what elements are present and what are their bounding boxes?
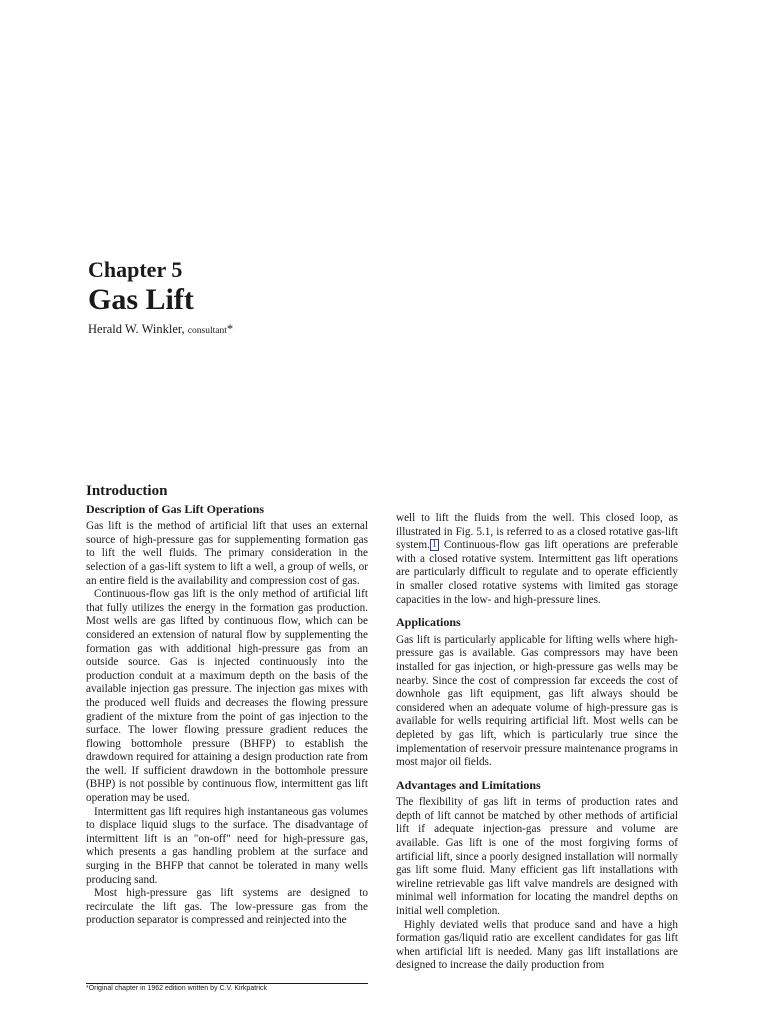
author-footnote-mark: * — [226, 322, 234, 336]
paragraph: Continuous-flow gas lift is the only method of artificial lift that fully utilizes the energy in the formation gas production. Most wells are gas lifted by continuous flow, which can be considered an extension of natural flow by supplementing the formation gas with additional high-pressure gas from an outside source. Gas is injected continuously into the production conduit at a maximum depth on the basis of the available injection gas pressure. The injection gas mixes with the produced well fluids and decreases the flowing pressure gradient of the mixture from the point of gas injection to the surface. The lower flowing pressure gradient reduces the flowing bottomhole pressure (BHFP) to establish the drawdown required for attaining a design production rate from the well. If sufficient drawdown in the bottomhole pressure (BHP) is not possible by continuous flow, intermittent gas lift operation may be used. — [86, 588, 368, 805]
section-heading-introduction: Introduction — [86, 483, 168, 499]
left-column — [86, 485, 368, 928]
subheading-advantages: Advantages and Limitations — [396, 777, 541, 792]
author-name: Herald W. Winkler, — [88, 322, 185, 336]
continuation-text: well to lift the fluids from the well. This closed loop, as illustrated in Fig. 5.1, is referred to as a closed rotative gas-lift system. — [396, 512, 678, 552]
chapter-label: Chapter 5 — [88, 257, 183, 282]
paragraph: Highly deviated wells that produce sand and have a high formation gas/liquid ratio are excellent candidates for gas lift when artificial lift is needed. Many gas lift installations are designed to increase the daily production from — [396, 918, 678, 972]
footnote-divider — [86, 983, 368, 984]
continuation-text-after-ref: Continuous-flow gas lift operations are preferable with a closed rotative system. Intermittent gas lift operations are particularly difficult to regulate and to operate efficiently in smaller closed rotative systems with limited gas storage capacities in the low- and high-pressure lines. — [396, 539, 678, 606]
paragraph: The flexibility of gas lift in terms of production rates and depth of lift cannot be matched by other methods of artificial lift if adequate injection-gas pressure and volume are available. Gas lift is one of the most forgiving forms of artificial lift, since a poorly designed installation will normally gas lift some fluid. Many efficient gas lift installations with wireline retrievable gas lift valve mandrels are designed with minimal well information for locating the mandrel depths on initial well completion. — [396, 796, 678, 918]
paragraph — [396, 512, 678, 607]
author-line — [88, 322, 233, 337]
paragraph: Intermittent gas lift requires high instantaneous gas volumes to displace liquid slugs to the surface. The disadvantage of intermittent lift is an "on-off" need for high-pressure gas, which presents a gas handling problem at the surface and surging in the BHFP that cannot be tolerated in many wells producing sand. — [86, 805, 368, 886]
paragraph: Gas lift is particularly applicable for lifting wells where high-pressure gas is available. Gas compressors may have been installed for gas injection, or high-pressure gas wells may be nearby. Since the cost of compression far exceeds the cost of downhole gas lift equipment, gas lift always should be considered when an adequate volume of high-pressure gas is available for wells requiring artificial lift. Most wells can be depleted by gas lift, which is particularly true since the implementation of reservoir pressure maintenance programs in most major oil fields. — [396, 633, 678, 769]
author-affiliation: consultant — [187, 326, 227, 336]
paragraph: Gas lift is the method of artificial lift that uses an external source of high-pressure gas for supplementing formation gas to lift the well fluids. The primary consideration in the selection of a gas-lift system to lift a well, a group of wells, or an entire field is the availability and compression cost of gas. — [86, 520, 368, 587]
chapter-title: Gas Lift — [88, 283, 194, 316]
footnote: *Original chapter in 1962 edition written by C.V. Kirkpatrick — [86, 985, 268, 992]
subheading-description: Description of Gas Lift Operations — [86, 501, 264, 516]
right-column — [396, 512, 678, 973]
subheading-applications: Applications — [396, 615, 461, 630]
reference-link[interactable]: 1 — [431, 539, 437, 551]
paragraph: Most high-pressure gas lift systems are designed to recirculate the lift gas. The low-pressure gas from the production separator is compressed and reinjected into the — [86, 887, 368, 927]
